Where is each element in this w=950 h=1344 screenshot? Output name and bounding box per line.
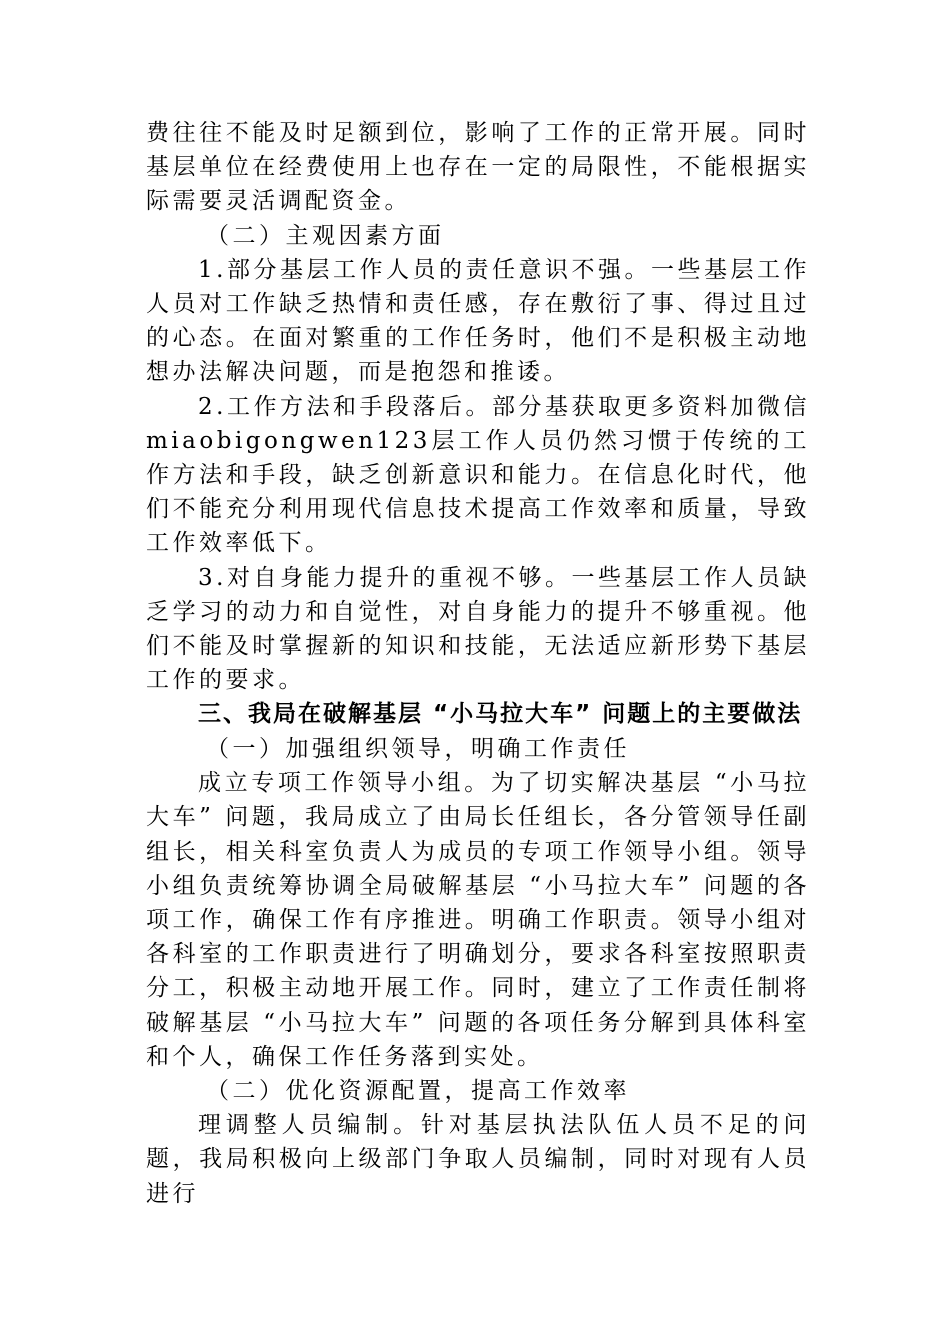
- body-paragraph-methods: 2.工作方法和手段落后。部分基获取更多资料加微信miaobigongwen123层工作人员仍然习惯于传统的工作方法和手段，缺乏创新意识和能力。在信息化时代，他们不能充分利用现代信息技术提高工作效率和质量，导致工作效率低下。: [146, 393, 810, 557]
- subheading-resource-allocation: （二）优化资源配置，提高工作效率: [206, 1077, 630, 1104]
- section-heading-main-practices: 三、我局在破解基层 “小马拉大车” 问题上的主要做法: [198, 701, 803, 728]
- subheading-organization-leadership: （一）加强组织领导，明确工作责任: [206, 735, 630, 762]
- subheading-subjective-factors: （二）主观因素方面: [206, 222, 445, 249]
- body-paragraph-funding: 费往往不能及时足额到位，影响了工作的正常开展。同时基层单位在经费使用上也存在一定的局限性，不能根据实际需要灵活调配资金。: [146, 120, 810, 215]
- body-paragraph-leading-group: 成立专项工作领导小组。为了切实解决基层 “小马拉大车” 问题，我局成立了由局长任组长，各分管领导任副组长，相关科室负责人为成员的专项工作领导小组。领导小组负责统筹协调全局破解基层 “小马拉大车” 问题的各项工作，确保工作有序推进。明确工作职责。领导小组对各科室的工作职责进行了明确划分，要求各科室按照职责分工，积极主动地开展工作。同时，建立了工作责任制将破解基层 “小马拉大车” 问题的各项任务分解到具体科室和个人，确保工作任务落到实处。: [146, 770, 810, 1070]
- document-page: [146, 116, 810, 1211]
- body-paragraph-ability: 3.对自身能力提升的重视不够。一些基层工作人员缺乏学习的动力和自觉性，对自身能力的提升不够重视。他们不能及时掌握新的知识和技能，无法适应新形势下基层工作的要求。: [146, 564, 810, 694]
- body-paragraph-staffing: 理调整人员编制。针对基层执法队伍人员不足的问题，我局积极向上级部门争取人员编制，同时对现有人员进行: [146, 1112, 810, 1207]
- body-paragraph-responsibility: 1.部分基层工作人员的责任意识不强。一些基层工作人员对工作缺乏热情和责任感，存在敷衍了事、得过且过的心态。在面对繁重的工作任务时，他们不是积极主动地想办法解决问题，而是抱怨和推诿。: [146, 256, 810, 386]
